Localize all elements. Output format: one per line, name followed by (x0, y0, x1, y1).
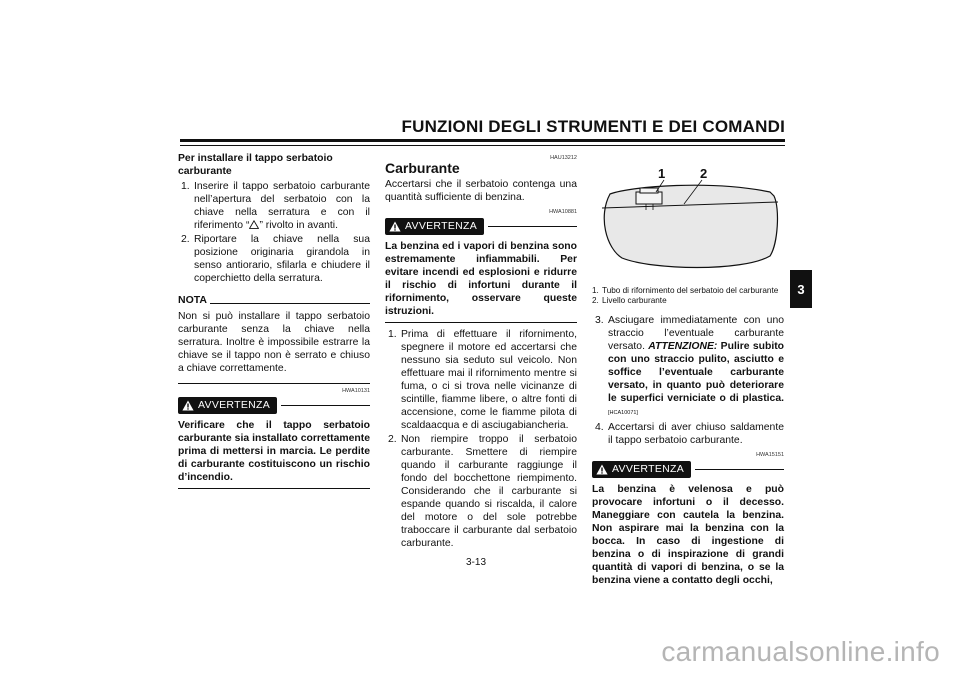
section-intro: Accertarsi che il serbatoio contenga una quantità sufficiente di benzina. (385, 179, 577, 203)
section-title: Carburante (385, 160, 460, 176)
list-item (592, 421, 784, 447)
warning-label: AVVERTENZA (612, 463, 685, 475)
watermark: carmanualsonline.info (661, 636, 940, 667)
note-header (178, 294, 370, 307)
warning-code: HWA10131 (342, 388, 370, 394)
page-header (180, 117, 785, 147)
section-code: HAU13212 (550, 155, 577, 161)
caption-item (592, 296, 784, 306)
refuel-steps-continued (592, 314, 784, 447)
column-1 (178, 152, 370, 489)
step-text: Riportare la chiave nella sua posizione originaria girandola in senso antiorario, sfilarla e chiudere il coperchietto della serratura. (194, 234, 370, 284)
figure-label: 2 (700, 166, 708, 181)
list-item (592, 314, 784, 420)
caption-number: 2. (592, 296, 599, 305)
column-2 (385, 152, 577, 551)
step-number: 1. (388, 329, 397, 340)
page-title: FUNZIONI DEGLI STRUMENTI E DEI COMANDI (401, 117, 785, 136)
warning-rule (695, 469, 784, 470)
warning-end-rule (385, 322, 577, 323)
section-header (385, 152, 577, 176)
note-label: NOTA (178, 294, 207, 306)
warning-icon (596, 464, 608, 475)
step-text: Non riempire troppo il serbatoio carburante. Smettere di riempire quando il carburante raggiunge il fondo del bocchettone riempimento. Considerando che il carburante si espande quando si riscalda, il calore del motore o del sole potrebbe traboccare il carburante dal serbatoio carburante. (401, 434, 577, 549)
note-text: Non si può installare il tappo serbatoio carburante senza la chiave nella serratura. Inoltre è impossibile estrarre la chiave se il tappo non è serrato e chiuso a chiave correttamente. (178, 311, 370, 374)
figure-label: 1 (658, 166, 666, 181)
caption-number: 1. (592, 286, 599, 295)
warning-header (178, 397, 370, 414)
caption-text: Tubo di rifornimento del serbatoio del carburante (602, 286, 779, 295)
warning-badge (385, 218, 484, 235)
fuel-tank-figure (592, 152, 782, 280)
triangle-mark-icon (249, 220, 259, 229)
warning-code: HWA10881 (549, 209, 577, 215)
step-text: Asciugare immediatamente con uno straccio l’eventuale carburante versato. (608, 315, 784, 352)
step-text: Inserire il tappo serbatoio carburante nell’apertura del serbatoio con la chiave nella serratura e con il riferimento “ (194, 181, 370, 231)
install-steps (178, 180, 370, 285)
list-item (385, 433, 577, 550)
warning-rule (488, 226, 577, 227)
warning-badge (592, 461, 691, 478)
header-rule-thick (180, 139, 785, 142)
warning-text: La benzina ed i vapori di benzina sono estremamente infiammabili. Per evitare incendi ed esplosioni e ridurre il rischio di infortuni durante il rifornimento, osservare queste istruzioni. (385, 241, 577, 317)
caption-text: Livello carburante (602, 296, 667, 305)
chapter-tab: 3 (790, 270, 812, 308)
caution-text: Pulire subito con uno straccio pulito, asciutto e soffice l’eventuale carburante versato, in quanto può deteriorare le superfici verniciate o di plastica. (608, 341, 785, 404)
caution-code: [HCA10071] (608, 410, 638, 416)
warning-label: AVVERTENZA (405, 220, 478, 232)
warning-text: Verificare che il tappo serbatoio carburante sia installato correttamente prima di mettersi in marcia. Le perdite di carburante costituiscono un rischio d’incendio. (178, 420, 370, 483)
step-number: 2. (388, 434, 397, 445)
step-number: 1. (181, 181, 190, 192)
warning-header (385, 218, 577, 235)
warning-block (178, 383, 370, 489)
refuel-steps (385, 328, 577, 550)
list-item (178, 180, 370, 232)
page-number: 3-13 (466, 557, 487, 568)
warning-header (592, 461, 784, 478)
step-number: 3. (595, 315, 604, 326)
note-rule (210, 303, 370, 304)
header-rule-thin (180, 145, 785, 146)
warning-code: HWA15151 (756, 452, 784, 458)
warning-icon (389, 221, 401, 232)
step-text-end: ” rivolto in avanti. (259, 220, 338, 231)
fuel-tank-illustration (592, 152, 782, 280)
install-heading: Per installare il tappo serbatoio carburante (178, 153, 333, 177)
caption-item (592, 286, 784, 296)
step-text: Accertarsi di aver chiuso saldamente il tappo serbatoio carburante. (608, 422, 784, 446)
warning-icon (182, 400, 194, 411)
step-text: Prima di effettuare il rifornimento, spegnere il motore ed accertarsi che nessuno sia seduto sul veicolo. Non effettuare mai il rifornimento mentre si fuma, o ci si trova nelle vicinanze di scintille, fiamme libere, o altre fonti di accensione, come le fiamme pilota di scaldaacqua e di asciugabiancheria. (401, 329, 577, 431)
column-3 (592, 152, 784, 587)
figure-captions (592, 286, 784, 306)
warning-rule (281, 405, 370, 406)
step-number: 2. (181, 234, 190, 245)
caution-label: ATTENZIONE: (648, 341, 718, 352)
step-number: 4. (595, 422, 604, 433)
list-item (385, 328, 577, 432)
list-item (178, 233, 370, 285)
warning-text: La benzina è velenosa e può provocare infortuni o il decesso. Maneggiare con cautela la benzina. Non aspirare mai la benzina con la bocca. In caso di ingestione di benzina o di inspirazione di grandi quantità di vapori di benzina, o se la benzina viene a contatto degli occhi, (592, 484, 784, 586)
warning-label: AVVERTENZA (198, 399, 271, 411)
warning-end-rule (178, 488, 370, 489)
warning-badge (178, 397, 277, 414)
